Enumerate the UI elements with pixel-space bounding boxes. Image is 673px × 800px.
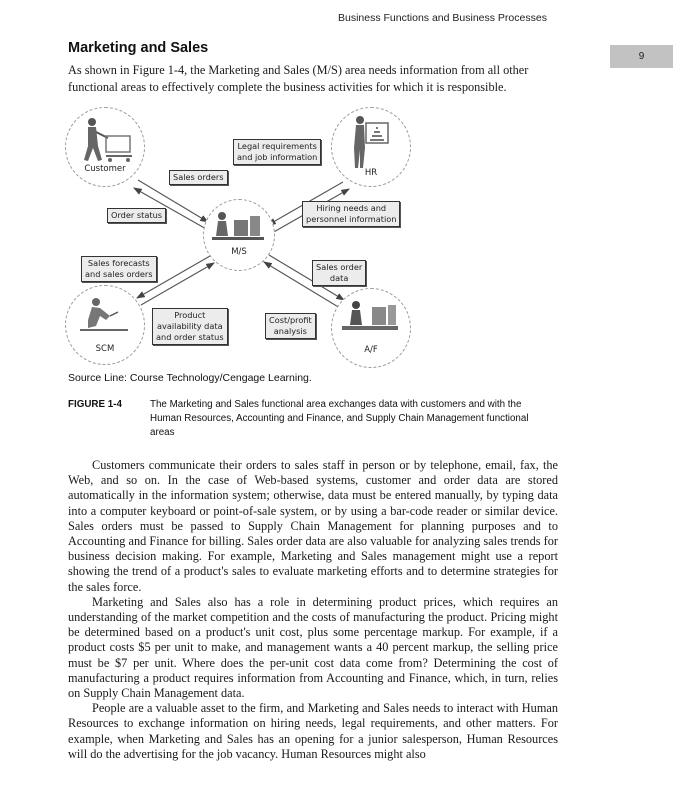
body-text — [68, 458, 558, 762]
figure-diagram — [60, 104, 440, 368]
node-customer — [65, 107, 145, 187]
node-af — [331, 288, 411, 368]
figure-caption-text: The Marketing and Sales functional area exchanges data with customers and with the Human Resources, Accounting and Finance, and Supply Chain Management functional areas — [150, 399, 529, 438]
node-scm — [65, 285, 145, 365]
node-label-ms: M/S — [231, 247, 247, 257]
page-number: 9 — [638, 51, 645, 62]
label-sales-order-data: Sales order data — [312, 260, 366, 286]
running-head: Business Functions and Business Processes — [338, 12, 547, 24]
office-worker-icon — [204, 200, 274, 270]
figure-caption — [68, 398, 548, 440]
source-line: Source Line: Course Technology/Cengage Learning. — [68, 372, 312, 384]
node-label-hr: HR — [364, 168, 378, 178]
paragraph: Marketing and Sales also has a role in determining product prices, which requires an understanding of the market competition and the costs of manufacturing the product. Pricing might be determined based on a product's unit cost, plus some percentage markup. For example, if a product costs $5 per unit to make, and management wants a 40 percent markup, the selling price must be $7 per unit. Where does the per-unit cost data come from? Determining the cost of manufacturing a product requires information from Accounting and Finance, which, in turn, relies on Supply Chain Management data. — [68, 594, 558, 701]
label-product-availability: Product availability data and order status — [152, 308, 228, 345]
node-label-af: A/F — [364, 345, 378, 355]
figure-number: FIGURE 1-4 — [68, 399, 122, 410]
label-sales-forecasts: Sales forecasts and sales orders — [81, 256, 157, 282]
accountant-desk-icon — [332, 289, 410, 367]
paragraph: People are a valuable asset to the firm, and Marketing and Sales needs to interact with Human Resources to exchange information on hiring needs, legal requirements, and other matters. For example, when Marketing and Sales has an opening for a junior salesperson, Human Resources will do the advertising for the job vacancy. Human Resources might also — [68, 701, 558, 761]
label-hiring-needs: Hiring needs and personnel information — [302, 201, 400, 227]
page-number-tab — [610, 45, 673, 68]
label-sales-orders: Sales orders — [169, 170, 228, 185]
label-legal-requirements: Legal requirements and job information — [233, 139, 321, 165]
node-ms — [203, 199, 275, 271]
shopper-cart-icon — [66, 108, 144, 186]
node-label-customer: Customer — [84, 164, 126, 174]
intro-paragraph: As shown in Figure 1-4, the Marketing and Sales (M/S) area needs information from all other functional areas to effectively complete the business activities for which it is responsible. — [68, 63, 529, 94]
label-cost-profit: Cost/profit analysis — [265, 313, 316, 339]
node-label-scm: SCM — [95, 344, 115, 354]
paragraph: Customers communicate their orders to sales staff in person or by telephone, email, fax, the Web, and so on. In the case of Web-based systems, customer and order data are stored automatically in the information system; otherwise, data must be entered manually, by typing data into a computer keyboard or point-of-sale system, or by using a bar-code reader or similar device. Sales orders must be passed to Supply Chain Management for planning purposes and to Accounting and Finance for billing. Sales order data are also valuable for analyzing sales trends for business decision making. For example, Marketing and Sales management might use a report showing the trend of a product's sales to evaluate marketing efforts and to determine strategies for the sales force. — [68, 458, 558, 594]
node-hr — [331, 107, 411, 187]
label-order-status: Order status — [107, 208, 166, 223]
section-title: Marketing and Sales — [68, 40, 209, 56]
